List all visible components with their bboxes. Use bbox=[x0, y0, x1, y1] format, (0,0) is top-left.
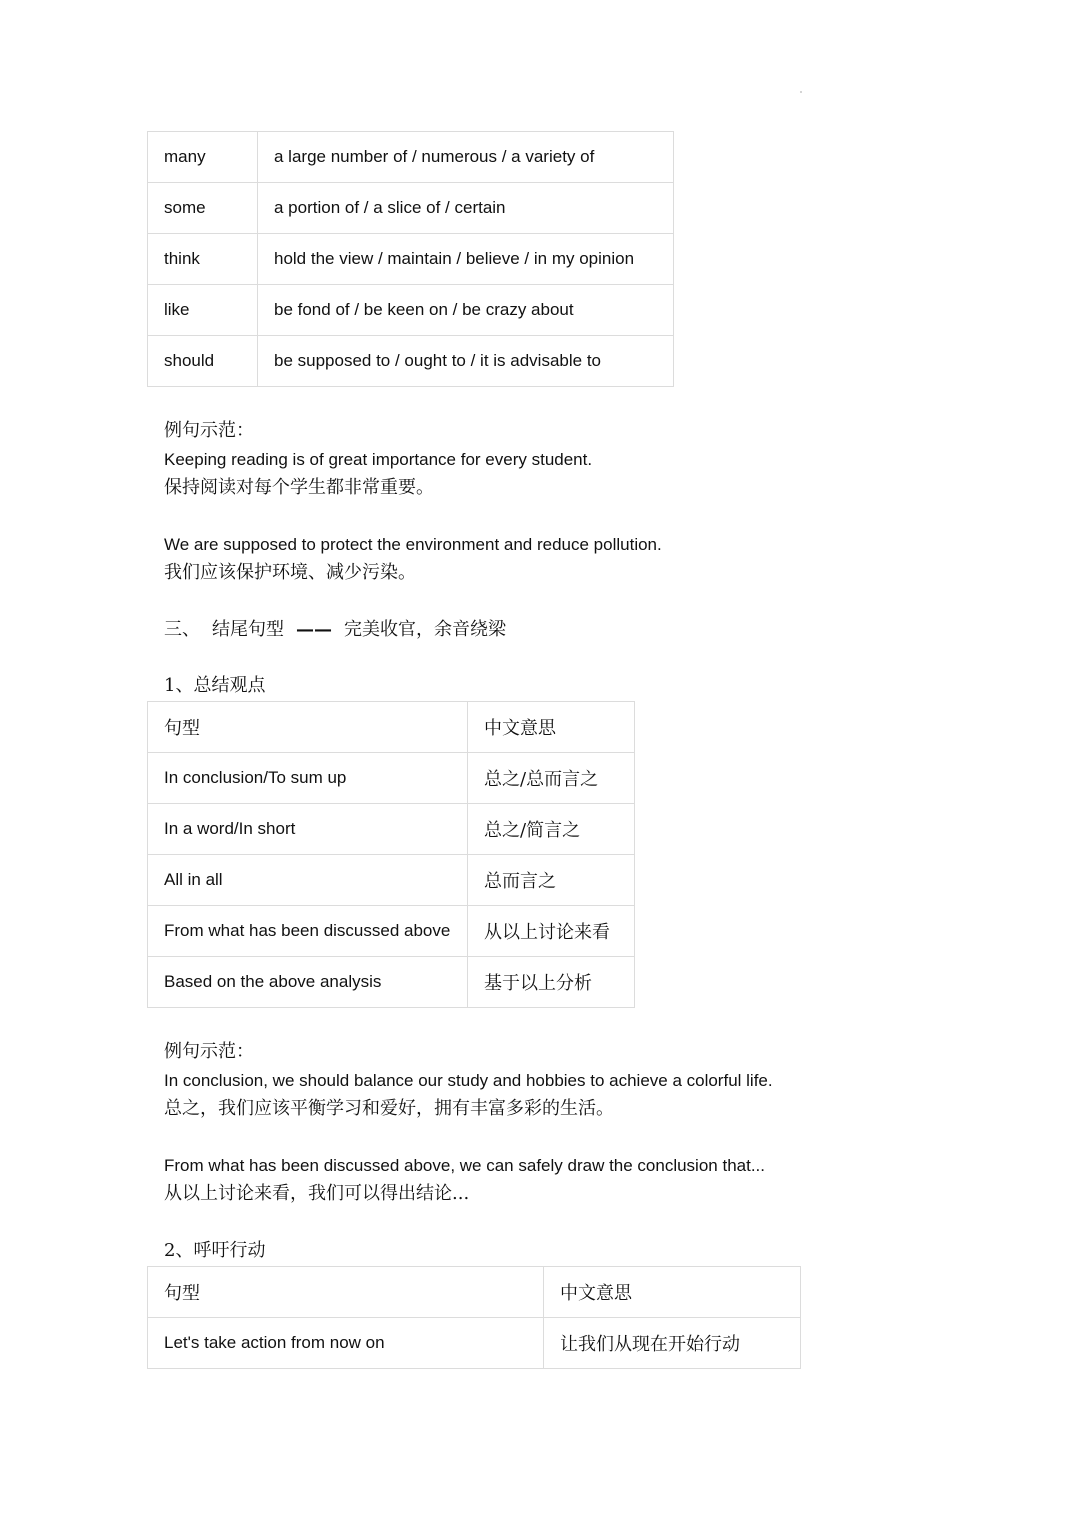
example-sentence-zh: 总之，我们应该平衡学习和爱好，拥有丰富多彩的生活。 bbox=[164, 1098, 614, 1119]
meaning-cell: 基于以上分析 bbox=[468, 957, 635, 1008]
examples-label: 例句示范： bbox=[164, 420, 254, 441]
table-row bbox=[148, 336, 674, 387]
pattern-cell: Let's take action from now on bbox=[148, 1318, 544, 1369]
example-sentence-en: In conclusion, we should balance our study and hobbies to achieve a colorful life. bbox=[164, 1071, 773, 1090]
subsection-label-summary: 1、总结观点 bbox=[164, 675, 266, 696]
subsection-label-call-to-action: 2、呼吁行动 bbox=[164, 1240, 266, 1261]
alternatives-cell: a portion of / a slice of / certain bbox=[258, 183, 674, 234]
table-header-row bbox=[148, 1267, 801, 1318]
section-subtitle: 完美收官，余音绕梁 bbox=[344, 619, 506, 640]
header-pattern: 句型 bbox=[148, 702, 468, 753]
example-sentence-en: Keeping reading is of great importance for every student. bbox=[164, 450, 593, 469]
summary-table bbox=[147, 701, 635, 1008]
pattern-cell: From what has been discussed above bbox=[148, 906, 468, 957]
section-dash: —— bbox=[296, 619, 332, 640]
section-number: 三、 bbox=[164, 619, 200, 640]
pattern-cell: In a word/In short bbox=[148, 804, 468, 855]
table-row bbox=[148, 906, 635, 957]
meaning-cell: 总之/总而言之 bbox=[468, 753, 635, 804]
header-meaning: 中文意思 bbox=[468, 702, 635, 753]
page-dot bbox=[800, 91, 802, 93]
pattern-cell: Based on the above analysis bbox=[148, 957, 468, 1008]
table-header-row bbox=[148, 702, 635, 753]
word-cell: some bbox=[148, 183, 258, 234]
table-row bbox=[148, 1318, 801, 1369]
section-heading bbox=[164, 618, 506, 642]
alternatives-cell: hold the view / maintain / believe / in my opinion bbox=[258, 234, 674, 285]
word-cell: many bbox=[148, 132, 258, 183]
section-title: 结尾句型 bbox=[212, 619, 284, 640]
meaning-cell: 总之/简言之 bbox=[468, 804, 635, 855]
meaning-cell: 总而言之 bbox=[468, 855, 635, 906]
header-pattern: 句型 bbox=[148, 1267, 544, 1318]
table-row bbox=[148, 855, 635, 906]
example-sentence-en: From what has been discussed above, we can safely draw the conclusion that... bbox=[164, 1156, 765, 1175]
word-cell: like bbox=[148, 285, 258, 336]
header-meaning: 中文意思 bbox=[544, 1267, 801, 1318]
example-sentence-zh: 我们应该保护环境、减少污染。 bbox=[164, 562, 416, 583]
pattern-cell: All in all bbox=[148, 855, 468, 906]
table-row bbox=[148, 957, 635, 1008]
call-to-action-table bbox=[147, 1266, 801, 1369]
table-row bbox=[148, 183, 674, 234]
meaning-cell: 从以上讨论来看 bbox=[468, 906, 635, 957]
table-row bbox=[148, 132, 674, 183]
table-row bbox=[148, 285, 674, 336]
pattern-cell: In conclusion/To sum up bbox=[148, 753, 468, 804]
example-sentence-en: We are supposed to protect the environment and reduce pollution. bbox=[164, 535, 662, 554]
alternatives-cell: be fond of / be keen on / be crazy about bbox=[258, 285, 674, 336]
word-cell: should bbox=[148, 336, 258, 387]
example-sentence-zh: 从以上讨论来看，我们可以得出结论... bbox=[164, 1183, 470, 1204]
table-row bbox=[148, 804, 635, 855]
vocab-table bbox=[147, 131, 674, 387]
alternatives-cell: a large number of / numerous / a variety of bbox=[258, 132, 674, 183]
example-sentence-zh: 保持阅读对每个学生都非常重要。 bbox=[164, 477, 434, 498]
table-row bbox=[148, 234, 674, 285]
word-cell: think bbox=[148, 234, 258, 285]
alternatives-cell: be supposed to / ought to / it is advisable to bbox=[258, 336, 674, 387]
table-row bbox=[148, 753, 635, 804]
meaning-cell: 让我们从现在开始行动 bbox=[544, 1318, 801, 1369]
examples-label: 例句示范： bbox=[164, 1041, 254, 1062]
